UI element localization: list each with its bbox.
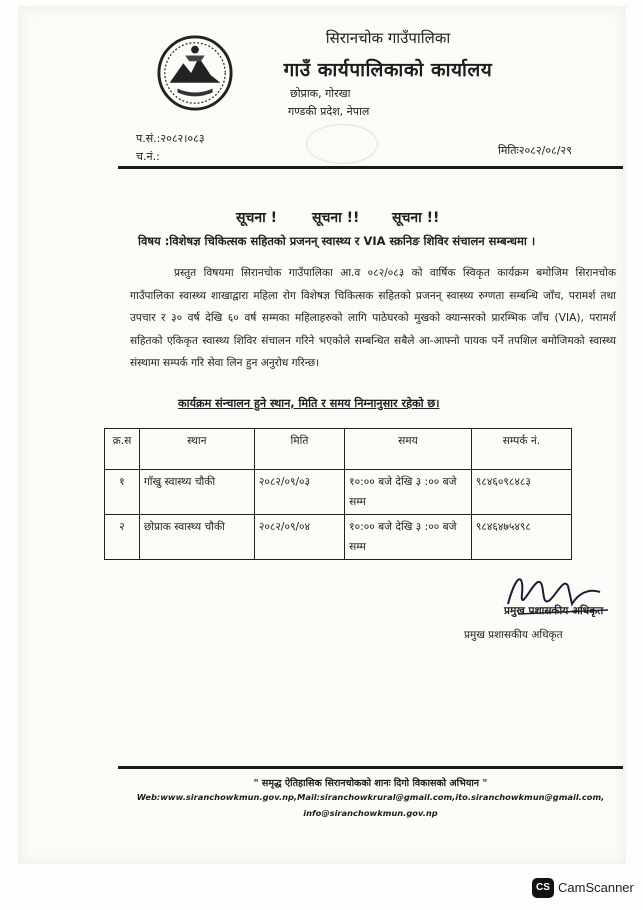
nepal-emblem-logo <box>156 34 234 112</box>
column-header-place: स्थान <box>139 429 254 470</box>
notice-subject: विषय :विशेषज्ञ चिकित्सक सहितको प्रजनन् स्वास्थ्य र VIA स्क्रनिङ शिविर संचालन सम्बन्धमा । <box>138 234 536 248</box>
column-header-sn: क्र.स <box>105 429 140 470</box>
notice-heading-1: सूचना ! <box>236 210 278 226</box>
cell-time: १०:०० बजे देखि ३ :०० बजे सम्म <box>345 470 472 515</box>
cell-date: २०८२/०९/०४ <box>254 515 344 560</box>
municipality-name: सिरानचोक गाउँपालिका <box>325 29 451 47</box>
letter-date: मितिः२०८२/०८/२९ <box>498 144 572 157</box>
footer-web-mail: Web:www.siranchowkmun.gov.np,Mail:siranchowkrural@gmail.com,ito.siranchowkmun@gmail.com, <box>136 792 605 802</box>
cell-place: छोप्राक स्वास्थ्य चौकी <box>139 515 254 560</box>
table-row <box>105 470 572 515</box>
cell-contact: ९८४६४७५४९८ <box>471 515 571 560</box>
notice-body: प्रस्तुत विषयमा सिरानचोक गाउँपालिका आ.व ०८२/०८३ को वार्षिक स्विकृत कार्यक्रम बमोजिम सिरानचोक गाउँपालिका स्वास्थ्य शाखाद्वारा महिला रोग विशेषज्ञ चिकित्सक सहितको प्रजनन् स्वास्थ्य रुग्णता सम्बन्धि जाँच, परामर्श तथा उपचार र ३० वर्ष देखि ६० वर्ष सम्मका महिलाहरुको लागि पाठेघरको मुखको क्यान्सरको प्रारम्भिक जाँच (VIA), परामर्श सहितको एकिकृत स्वास्थ्य शिविर संचालन गरिने भएकोले सम्बन्धित सबैले आ-आफ्नो पायक पर्ने तपशिल बमोजिमको स्वास्थ्य संस्थामा सम्पर्क गरि सेवा लिन हुन अनुरोध गरिन्छ। <box>130 267 616 369</box>
schedule-table <box>104 428 572 560</box>
schedule-heading: कार्यक्रम संन्चालन हुने स्थान, मिति र समय निम्नानुसार रहेको छ। <box>178 397 440 410</box>
table-header-row <box>105 429 572 470</box>
cell-date: २०८२/०९/०३ <box>254 470 344 515</box>
office-province: गण्डकी प्रदेश, नेपाल <box>288 105 370 118</box>
office-title: गाउँ कार्यपालिकाको कार्यालय <box>283 59 493 81</box>
office-stamp <box>306 124 378 164</box>
cell-sn: १ <box>105 470 140 515</box>
signature-stamp-title: प्रमुख प्रशासकीय अधिकृत <box>504 605 604 617</box>
dispatch-number: च.नं.: <box>136 150 160 163</box>
notice-heading-2: सूचना !! <box>312 210 360 226</box>
table-row <box>105 515 572 560</box>
header-divider <box>118 166 623 169</box>
signatory-title: प्रमुख प्रशासकीय अधिकृत <box>464 629 563 641</box>
cell-place: गाँखु स्वास्थ्य चौकी <box>139 470 254 515</box>
cell-time: १०:०० बजे देखि ३ :०० बजे सम्म <box>345 515 472 560</box>
office-location: छोप्राक, गोरखा <box>290 87 351 100</box>
camscanner-logo-icon: CS <box>532 878 554 898</box>
letter-reference-number: प.सं.:२०८२।०८३ <box>136 132 205 145</box>
column-header-contact: सम्पर्क नं. <box>471 429 571 470</box>
notice-heading-3: सूचना !! <box>392 210 440 226</box>
footer-info-email: info@siranchowkmun.gov.np <box>303 808 438 818</box>
footer-divider <box>118 766 623 769</box>
footer-motto: " समृद्ध ऐतिहासिक सिरानचोकको शानः दिगो विकासको अभियान " <box>253 778 488 789</box>
signature-image <box>488 564 618 636</box>
cell-sn: २ <box>105 515 140 560</box>
column-header-time: समय <box>345 429 472 470</box>
letter-page <box>18 6 626 864</box>
camscanner-watermark: CamScanner <box>558 880 634 895</box>
cell-contact: ९८४६०९८४८३ <box>471 470 571 515</box>
column-header-date: मिति <box>254 429 344 470</box>
